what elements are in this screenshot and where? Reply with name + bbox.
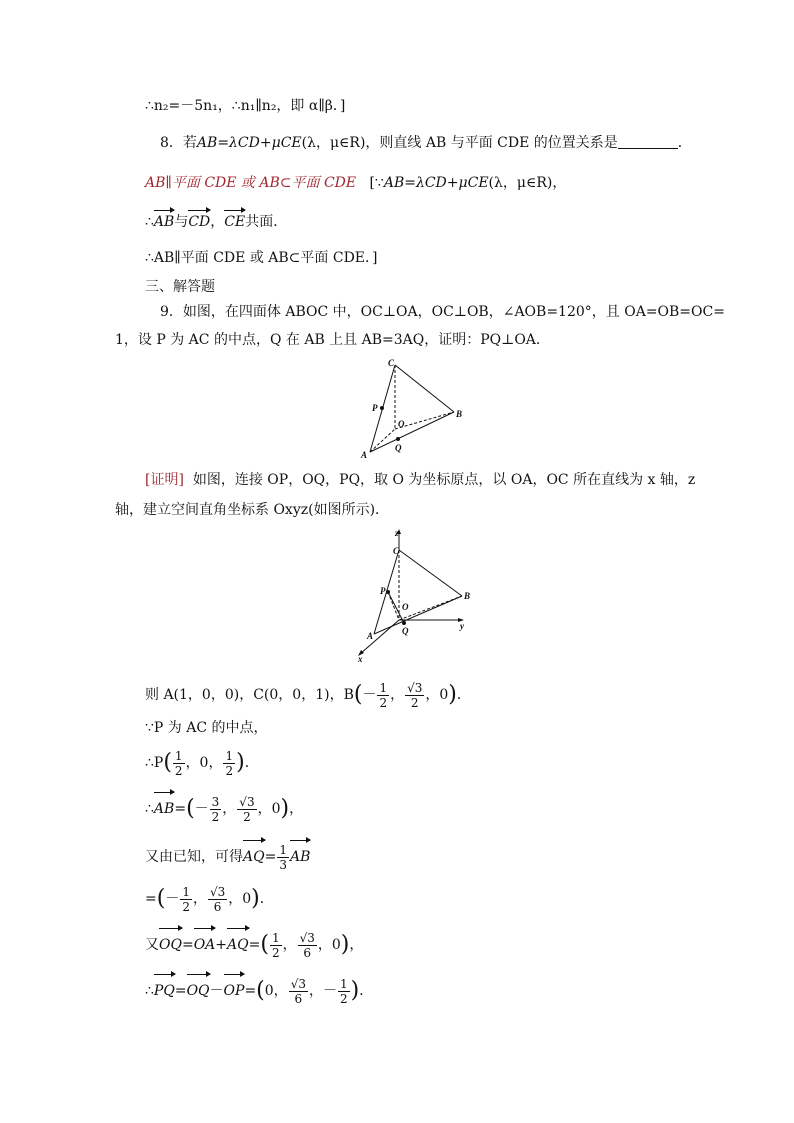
answer-8-coplanar: ∴AB与CD，CE共面． [145,214,288,230]
coords-line: 则 A(1，0，0)，C(0，0，1)，B(－ $\frac{1}{2}$ ， $\frac{√3}{2}$ ，0)． [145,680,471,710]
proof-line2: 轴，建立空间直角坐标系 Oxyz(如图所示)． [115,502,390,518]
fig2-label-Q: Q [402,626,409,636]
fig2-label-C: C [393,546,400,556]
midpoint-line: ∵P 为 AC 的中点， [145,720,268,736]
fig2-label-O: O [402,602,409,612]
fig1-label-B: B [456,409,463,419]
fig2-label-P: P [380,586,386,596]
line-n-parallel: ∴n₂=－5n₁，∴n₁∥n₂，即 α∥β．] [145,98,346,114]
answer-highlight: AB∥平面 CDE 或 AB⊂平面 CDE [145,175,357,191]
aq-line: 又由已知，可得AQ= $\frac{1}{3}$ AB [145,842,311,872]
section-title: 三、解答题 [145,279,215,295]
answer-8: AB∥平面 CDE 或 AB⊂平面 CDE [∵AB=λCD+μCE(λ，μ∈R)， [145,175,567,191]
fig1-label-C: C [388,358,395,368]
fig1-label-A: A [361,450,368,460]
fig2-label-z: z [395,528,399,538]
fig2-label-A: A [367,631,374,641]
fig1-label-O: O [398,419,405,429]
p-coords-line: ∴P( $\frac{1}{2}$ ，0， $\frac{1}{2}$ )． [145,748,259,778]
oq-line: 又OQ=OA+AQ=( $\frac{1}{2}$ ， $\frac{√3}{6}$ ，0)， [145,930,364,960]
aq-value-line: =(－ $\frac{1}{2}$ ， $\frac{√3}{6}$ ，0)． [145,884,274,914]
question-9-line1: 9．如图，在四面体 ABOC 中，OC⊥OA，OC⊥OB，∠AOB=120°，且 OA=OB=OC= [160,304,725,320]
pq-line: ∴PQ=OQ－OP=(0， $\frac{√3}{6}$ ，－ $\frac{1}{2}$ )． [145,976,374,1006]
fig2-label-y: y [460,621,464,631]
answer-blank [618,134,678,149]
figure-tetrahedron [360,355,470,460]
answer-8-conclusion: ∴AB∥平面 CDE 或 AB⊂平面 CDE．] [145,250,378,266]
fig2-label-B: B [464,591,471,601]
question-9-line2: 1，设 P 为 AC 的中点，Q 在 AB 上且 AB=3AQ，证明：PQ⊥OA． [115,332,550,348]
q8-vector-equation: AB=λCD+μCE [196,135,302,151]
proof-tag: [证明] [145,472,184,488]
ab-vector-line: ∴AB=(－ $\frac{3}{2}$ ， $\frac{√3}{2}$ ，0)， [145,794,304,824]
fig1-label-Q: Q [395,443,402,453]
fig2-label-x: x [358,654,363,664]
proof-line1: [证明] 如图，连接 OP，OQ，PQ，取 O 为坐标原点，以 OA，OC 所在直线为 x 轴，z [145,472,696,488]
fig1-label-P: P [372,403,378,413]
figure-coordinate-system [350,526,480,664]
question-8: 8．若AB=λCD+μCE(λ，μ∈R)，则直线 AB 与平面 CDE 的位置关系是 ． [160,135,692,151]
